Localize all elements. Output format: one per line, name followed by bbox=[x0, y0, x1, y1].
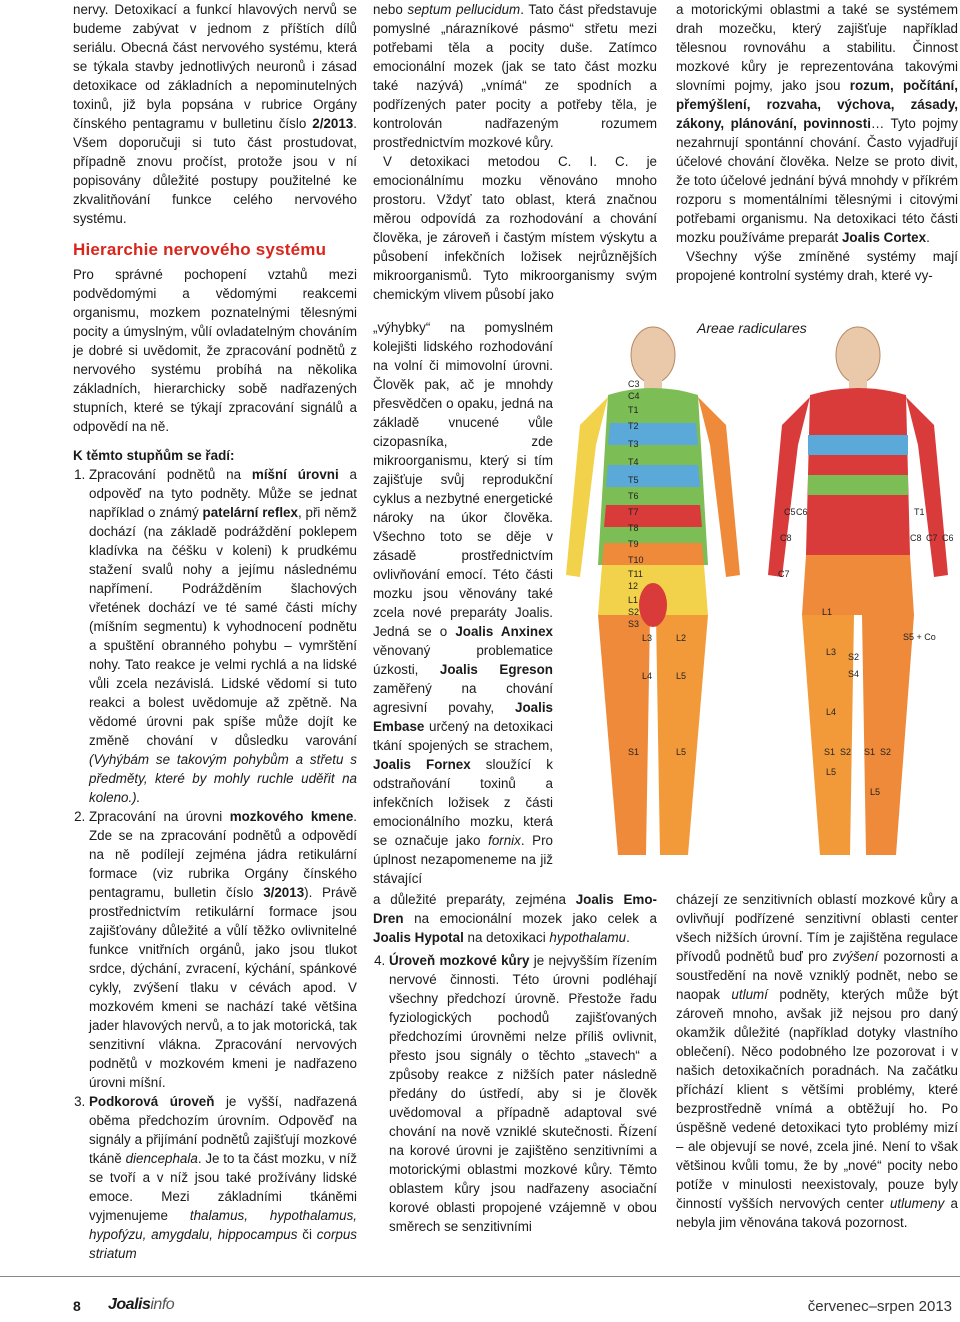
logo-brand: Joalis bbox=[108, 1296, 151, 1313]
label-t10: T10 bbox=[628, 555, 644, 565]
label-t11: T11 bbox=[628, 569, 643, 579]
list-item-cortex bbox=[389, 951, 657, 1236]
col3-p3-a: cházejí ze senzitivních oblastí mozkové kůry a ovlivňují podřízené senzitivní oblasti center všech nižších úrovní. Tím je zajištěna regulace přívodů podnětů buď pro bbox=[676, 892, 958, 964]
column-1 bbox=[73, 0, 357, 1263]
col2-paragraph-2: V detoxikaci metodou C. I. C. je emocionálnímu mozku věnováno mnoho prostoru. Vždyť tato oblast, která značnou měrou odpovídá za rozhodování a chování člověka, je zároveň i častým místem výskytu a působení infekčních ložisek nejrůznějších mikroorganismů. Tyto mikroorganismy svým chemickým vlivem působí jako bbox=[373, 154, 657, 302]
col2-paragraph-3 bbox=[373, 318, 553, 888]
col2-p3-d: Joalis Egreson bbox=[439, 662, 553, 677]
col2-p3-g: určený na detoxikaci tkání spojených se strachem, bbox=[373, 719, 553, 753]
section-heading: Hierarchie nervového systému bbox=[73, 240, 327, 259]
col3-paragraph-1 bbox=[676, 0, 958, 247]
label-back-l5-r: L5 bbox=[870, 787, 881, 797]
col3-p1-e: . bbox=[926, 230, 930, 245]
joalis-info-logo bbox=[108, 1296, 174, 1314]
label-l1: L1 bbox=[628, 595, 639, 605]
col2-p4-g: . bbox=[626, 930, 630, 945]
figure-caption: Areae radiculares bbox=[697, 320, 807, 336]
col2-p3-b: Joalis Anxinex bbox=[455, 624, 553, 639]
item2-text-e: ). Právě prostřednictvím retikulární formace jsou zajišťovány důležité a vůlí těžko ovlivnitelné funkce vnitřních orgánů, jako jsou tlukot srdce, dýchání, zvracení, kýchání, spánkové cykly, zvýšení tlaku v cévách apod. V mozkovém kmeni se nachází také většina jader hlavových nervů, a to jak motorická, tak senzitivní vlákna. Zpracování nervových podnětů v mozkovém kmeni je nadřazeno úrovni míšní. bbox=[89, 885, 357, 1090]
footer-divider bbox=[0, 1276, 960, 1277]
label-back-c8: C8 bbox=[780, 533, 792, 543]
item2-bold-b: mozkového kmene bbox=[229, 809, 354, 824]
item4-text-b: je nejvyšším řízením nervové činnosti. Této úrovni podléhají všechny předchozí úrovně. Přestože řadu fyziologických pochodů zajišťovaných předchozími úrovněmi nelze příliš ovlivnit, přesto jsou signály o těchto „stavech“ a způsoby reakce z nižších pater následně předány do ústředí, aby si je člověk uvědomoval a případně adaptoval své chování na nově vzniklé skutečnosti. Řízení na korové úrovni je zajištěno senzitivními a motorickými oblastmi mozkové kůry. Těmto oblastem kůry jsou nadřazeny asociační korové oblasti propojené vzájemně v obou směrech se senzitivními bbox=[389, 953, 657, 1234]
item3-text-b: je vyšší, nadřazená oběma předchozím úrovním. Odpověď na signály a přijímání podnětů zajišťují mozkové tkáně bbox=[89, 1094, 357, 1166]
label-back-c7: C7 bbox=[778, 569, 790, 579]
label-back-l5: L5 bbox=[826, 767, 837, 777]
label-back-l3: L3 bbox=[826, 647, 837, 657]
intro-text-end: . Všem doporučuji si tuto část prostudovat, případně znovu pročíst, protože jsou v ní popisovány důležité postupy použitelné ke zkvalitňování funkce celého nervového systému. bbox=[73, 116, 357, 226]
column-3-top bbox=[676, 0, 958, 285]
col3-p1-b: rozum, počítání, přemýšlení, rozvaha, výchova, zásady, zákony, plánování, povinnosti bbox=[676, 78, 958, 131]
issue-date: červenec–srpen 2013 bbox=[807, 1298, 952, 1315]
item2-text-c: . Zde se na zpracování podnětů a odpovědí na ně podílejí zejména jádra retikulární formace (viz rubrika Orgány čínského pentagramu, bulletin číslo bbox=[89, 809, 357, 900]
dermatome-figure bbox=[558, 315, 958, 885]
page-number: 8 bbox=[73, 1298, 81, 1314]
label-back-c6: C6 bbox=[796, 507, 808, 517]
item1-bold-d: patelární reflex bbox=[202, 505, 298, 520]
col3-p1-c: … Tyto pojmy nezahrnují spontánní chování. Často vyjadřují účelové chování člověka. Nelze se proto divit, že toto účelové jednání bývá mnohdy v příkrém rozporu s momentálními tělesnými i citovými potřebami organismu. Na detoxikaci této části mozku používáme preparát bbox=[676, 116, 958, 245]
col2-p4-a: a důležité preparáty, zejména bbox=[373, 892, 576, 907]
intro-text: nervy. Detoxikací a funkcí hlavových nervů se budeme zabývat v jednom z příštích dílů seriálu. Obecná část nervového systému, která se týkala stavby jednotlivých neuronů i zásad detoxikace od základních a nepominutelných toxinů, již byla popsána v rubrice Orgány čínského pentagramu v bulletinu číslo bbox=[73, 2, 357, 131]
label-back-l4: L4 bbox=[826, 707, 837, 717]
label-l5-b: L5 bbox=[676, 747, 687, 757]
label-t9: T9 bbox=[628, 539, 639, 549]
label-back-s1-r: S1 bbox=[864, 747, 876, 757]
col3-p3-c: pozornosti a soustředění na nově vzniklý podnět, nebo se naopak bbox=[676, 949, 959, 1002]
item1-text-c: a odpověď na tyto podněty. Může se jednat například o známý bbox=[89, 467, 357, 520]
label-t4: T4 bbox=[628, 457, 639, 467]
col2-p4-b: Joalis Emo-Dren bbox=[373, 892, 657, 926]
col2-p3-a: „výhybky“ na pomyslném kolejišti lidského rozhodování na volní či mimovolní úrovni. Člověk pak, ač je mnohdy přesvědčen o opaku, jedná na základě vnucené vůle cizopasníka, zde mikroorganismu, který si tím zajišťuje svůj reprodukční cyklus a nezbytné energetické nároky na úkor člověka. Všechno toto se děje v zásadě prostřednictvím ovlivňování emocí. Této části mozku jsou věnovány také zcela nové preparáty Joalis. Jedná se o bbox=[373, 320, 553, 639]
label-s2: S2 bbox=[628, 607, 640, 617]
col2-p1-b: septum pellucidum bbox=[407, 2, 521, 17]
label-s3: S3 bbox=[628, 619, 640, 629]
label-t5: T5 bbox=[628, 475, 639, 485]
col2-paragraph-1 bbox=[373, 0, 657, 152]
column-2-narrow bbox=[373, 318, 553, 888]
label-c4: C4 bbox=[628, 391, 640, 401]
item2-bold-d: 3/2013 bbox=[263, 885, 305, 900]
col3-p3-b: zvýšení bbox=[832, 949, 879, 964]
label-t6: T6 bbox=[628, 491, 639, 501]
dermatome-illustration bbox=[558, 315, 958, 885]
item3-bold-a: Podkorová úroveň bbox=[89, 1094, 215, 1109]
label-l3: L3 bbox=[642, 633, 653, 643]
col2-p4-d: Joalis Hypotal bbox=[373, 930, 464, 945]
back-body bbox=[768, 327, 948, 855]
col3-p3-d: utlumí bbox=[731, 987, 768, 1002]
levels-list bbox=[73, 465, 357, 1263]
column-2-bottom bbox=[373, 890, 657, 1236]
col3-paragraph-2: Všechny výše zmíněné systémy mají propojené kontrolní systémy drah, které vy- bbox=[676, 249, 958, 283]
label-back-s4: S4 bbox=[848, 669, 860, 679]
col2-p3-c: věnovaný problematice úzkosti, bbox=[373, 643, 553, 677]
col3-paragraph-3 bbox=[676, 890, 958, 1232]
item1-italic-f: (Vyhýbám se takovým pohybům a střetu s předměty, které by mohly ruchle uděřit na koleno.). bbox=[89, 752, 357, 805]
column-2-top bbox=[373, 0, 657, 304]
col2-p4-e: na detoxikaci bbox=[463, 930, 550, 945]
label-t3: T3 bbox=[628, 439, 639, 449]
item3-italic-c: diencephala bbox=[125, 1151, 198, 1166]
col2-p3-f: Joalis Embase bbox=[373, 700, 553, 734]
item1-text-a: Zpracování podnětů na bbox=[89, 467, 252, 482]
list-item-spinal bbox=[89, 465, 357, 807]
label-back-s2: S2 bbox=[848, 652, 860, 662]
label-t7: T7 bbox=[628, 507, 639, 517]
label-back-s2-b: S2 bbox=[840, 747, 852, 757]
label-back-l1: L1 bbox=[822, 607, 833, 617]
col2-p3-i: sloužící k odstraňování toxinů a infekčních ložisek z části emocionálního mozku, která se označuje jako bbox=[373, 757, 553, 848]
label-back-c8-r: C8 bbox=[910, 533, 922, 543]
item3-text-f: či bbox=[297, 1227, 317, 1242]
levels-list-continued bbox=[373, 951, 657, 1236]
label-back-c7-r: C7 bbox=[926, 533, 938, 543]
col2-p1-c: . Tato část představuje pomyslné „nárazníkové pásmo“ střetu mezi potřebami těla a pocity duše. Zatímco emocionální mozek (jak se tato část mozku také nazývá) „vnímá“ ze spodních a podřízených pater pocity a potřeby těla, je kontrolován nadřazeným rozumem prostřednictvím mozkové kůry. bbox=[373, 2, 657, 150]
hierarchy-paragraph: Pro správné pochopení vztahů mezi podvědomými a vědomými reakcemi organismu, mozkem poznatelnými tělesnými pocity a úmyslným, vůlí ovladatelným chováním je dobré si uvědomit, že zpracování podnětů z nervového systému probíhá na několika základních, hierarchicky sobě nadřazených stupních, které se týkají zpracování signálů a odpovědí na ně. bbox=[73, 267, 357, 434]
label-back-t1: T1 bbox=[914, 507, 925, 517]
front-body bbox=[566, 327, 740, 855]
col3-p3-f: utlumeny bbox=[889, 1196, 945, 1211]
label-back-s2-r: S2 bbox=[880, 747, 892, 757]
label-s1: S1 bbox=[628, 747, 640, 757]
label-t8: T8 bbox=[628, 523, 639, 533]
col3-p3-g: a nebyla jim věnována taková pozornost. bbox=[676, 1196, 959, 1230]
label-l5: L5 bbox=[676, 671, 687, 681]
item3-text-d: . Je to ta část mozku, v níž se tvoří a v níž jsou také prožívány lidské emoce. Mezi základními tkáněmi vyjmenujeme bbox=[89, 1151, 357, 1223]
col2-p4-f: hypothalamu bbox=[549, 930, 627, 945]
col2-p4-c: na emocionální mozek jako celek a bbox=[403, 911, 657, 926]
intro-paragraph bbox=[73, 0, 357, 228]
column-3-bottom bbox=[676, 890, 958, 1232]
col3-p1-d: Joalis Cortex bbox=[841, 230, 927, 245]
label-12: 12 bbox=[628, 581, 639, 591]
label-l2: L2 bbox=[676, 633, 687, 643]
item1-text-e: , při němž dochází (na základě podráždění poklepem kladívka na čéšku v koleni) k prudkému stažení svalů nohy a jejímu následnému napřímení. Podrážděním šlachových vřetének dochází ve té samé části míchy (míšním segmentu) k vyhodnocení podnětu a spuštění obranného pohybu – vymrštění nohy. Tato reakce je velmi rychlá a na lidské vůli zcela nezávislá. Lidské vědomí si tuto reakci a bolest uvědomuje až zpětně. Na vědomé úrovni pak spíše může dojít ke změně chování v důsledku varování bbox=[89, 505, 358, 748]
list-item-subcortical bbox=[89, 1092, 357, 1263]
label-c3: C3 bbox=[628, 379, 640, 389]
col3-p1-a: a motorickými oblastmi a také se systémem drah mozečku, který zajišťuje například tělesnou rovnováhu a stabilitu. Činnost mozkové kůry je reprezentována takovými slovními pojmy, jako jsou bbox=[676, 2, 958, 93]
logo-suffix: info bbox=[150, 1296, 175, 1313]
label-t1: T1 bbox=[628, 405, 639, 415]
col2-p3-j: fornix bbox=[488, 833, 521, 848]
item3-italic-g: corpus striatum bbox=[89, 1227, 357, 1261]
col3-p3-e: podněty, kterých může být zároveň mnoho, avšak již nejsou pro daný okamžik důležité (například dotyky vlastního oblečení). Něco podobného lze pozorovat i v našich detoxikačních poradnách. Na začátku příchází klient s většími problémy, které bezprostředně vnímá a obtěžují ho. Po úspěšně vedené detoxikaci tyto problémy mizí – ale objevují se nové, zcela jiné. Není to však většinou kvůli tomu, že by „nové“ pocity nebo potíže v minulosti neexistovaly, pouze byly činností vyšších nervových center bbox=[676, 987, 958, 1211]
intro-issue: 2/2013 bbox=[312, 116, 354, 131]
item2-text-a: Zpracování na úrovni bbox=[89, 809, 230, 824]
col2-p3-k: . Pro úplnost nezapomeneme na již stávající bbox=[373, 833, 553, 886]
col2-p1-a: nebo bbox=[373, 2, 408, 17]
label-back-c6-r: C6 bbox=[942, 533, 954, 543]
item1-bold-b: míšní úrovni bbox=[251, 467, 339, 482]
label-back-s5co: S5 + Co bbox=[903, 632, 936, 642]
label-t2: T2 bbox=[628, 421, 639, 431]
item4-bold-a: Úroveň mozkové kůry bbox=[389, 953, 530, 968]
col2-p3-e: zaměřený na chování agresivní povahy, bbox=[373, 681, 553, 715]
levels-subheading: K těmto stupňům se řadí: bbox=[73, 448, 235, 463]
item3-italic-e: thalamus, hypothalamus, hypofýzu, amygdalu, hippocampus bbox=[89, 1208, 357, 1242]
col2-p3-h: Joalis Fornex bbox=[373, 757, 471, 772]
label-back-s1: S1 bbox=[824, 747, 836, 757]
list-item-brainstem bbox=[89, 807, 357, 1092]
col2-paragraph-4 bbox=[373, 890, 657, 947]
label-back-c5: C5 bbox=[784, 507, 796, 517]
label-l4: L4 bbox=[642, 671, 653, 681]
